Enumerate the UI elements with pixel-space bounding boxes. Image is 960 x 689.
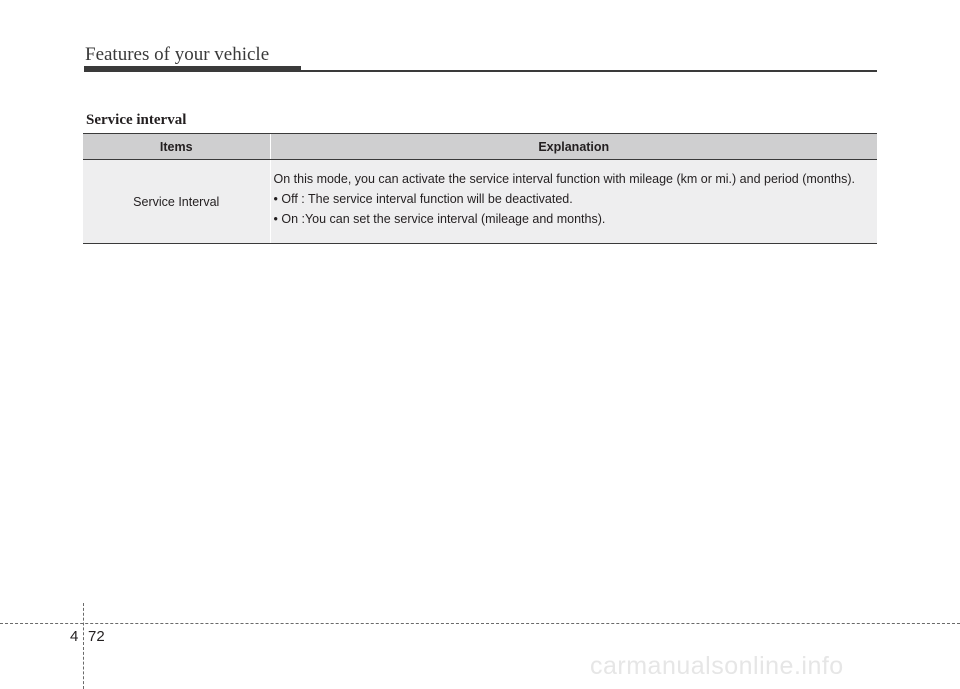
page-number: 72 — [88, 628, 105, 645]
header-rule — [84, 70, 877, 72]
explanation-text: On this mode, you can activate the service interval function with mileage (km or mi.) and period (months). — [273, 172, 856, 186]
bullet-on: • On :You can set the service interval (mileage and months). — [273, 212, 606, 226]
chapter-number: 4 — [70, 628, 79, 645]
section-title: Service interval — [86, 112, 187, 128]
table-header-row — [83, 134, 877, 160]
footer-rule — [0, 623, 960, 624]
footer-divider — [83, 603, 84, 689]
page-header-title: Features of your vehicle — [85, 44, 270, 65]
column-header-explanation: Explanation — [270, 134, 877, 160]
item-cell: Service Interval — [83, 160, 270, 244]
watermark: carmanualsonline.info — [590, 652, 844, 680]
column-header-items: Items — [83, 134, 270, 160]
explanation-cell — [270, 160, 877, 244]
table-row — [83, 160, 877, 244]
service-interval-table — [83, 133, 877, 244]
bullet-off: • Off : The service interval function will be deactivated. — [273, 192, 573, 206]
